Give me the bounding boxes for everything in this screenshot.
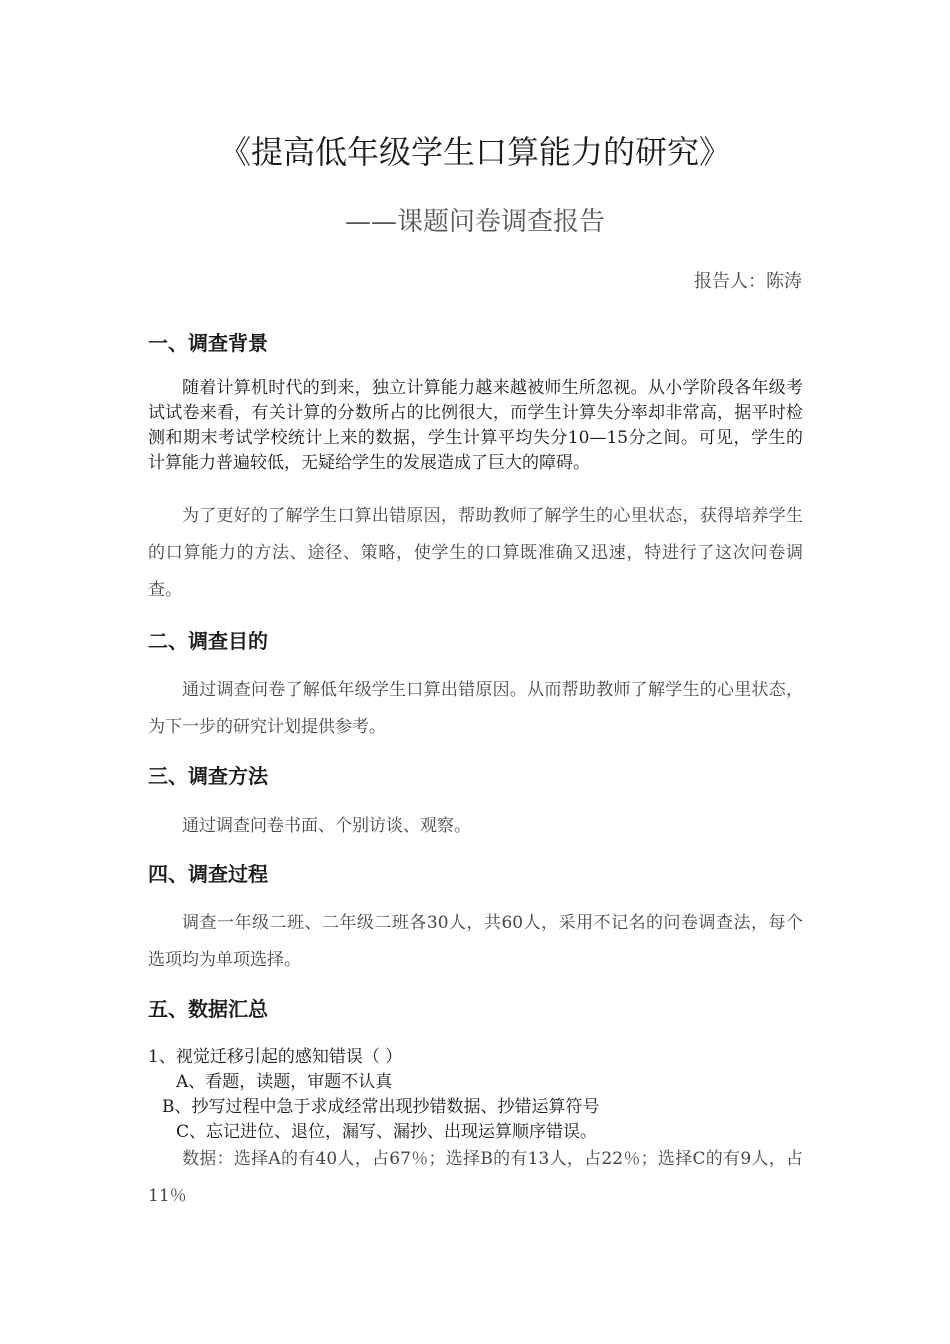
document-subtitle: ——课题问卷调查报告 xyxy=(344,207,605,237)
question-option-a: A、看题，读题，审题不认真 xyxy=(176,1072,393,1092)
question-1-data: 数据：选择A的有40人，占67％；选择B的有13人，占22％；选择C的有9人，占11％ xyxy=(148,1149,803,1206)
section-heading-purpose: 二、调查目的 xyxy=(148,629,268,653)
document-title: 《提高低年级学生口算能力的研究》 xyxy=(218,133,731,171)
paragraph-purpose: 通过调查问卷了解低年级学生口算出错原因。从而帮助教师了解学生的心里状态，为下一步的研究计划提供参考。 xyxy=(148,680,803,737)
survey-question-1: 1、视觉迁移引起的感知错误（ ） xyxy=(148,1047,403,1067)
paragraph-background-1: 随着计算机时代的到来，独立计算能力越来越被师生所忽视。从小学阶段各年级考试试卷来看，有关计算的分数所占的比例很大，而学生计算失分率却非常高，据平时检测和期末考试学校统计上来的数据，学生计算平均失分10—15分之间。可见，学生的计算能力普遍较低，无疑给学生的发展造成了巨大的障碍。 xyxy=(148,378,803,473)
section-heading-process: 四、调查过程 xyxy=(148,862,268,886)
question-option-b: B、抄写过程中急于求成经常出现抄错数据、抄错运算符号 xyxy=(162,1097,600,1117)
reporter-line: 报告人：陈涛 xyxy=(694,271,802,292)
section-heading-method: 三、调查方法 xyxy=(148,764,268,788)
question-option-c: C、忘记进位、退位，漏写、漏抄、出现运算顺序错误。 xyxy=(176,1122,598,1142)
section-heading-data-summary: 五、数据汇总 xyxy=(148,997,268,1021)
paragraph-background-2: 为了更好的了解学生口算出错原因，帮助教师了解学生的心里状态，获得培养学生的口算能力的方法、途径、策略，使学生的口算既准确又迅速，特进行了这次问卷调查。 xyxy=(148,506,803,600)
section-heading-background: 一、调查背景 xyxy=(148,331,268,355)
paragraph-process: 调查一年级二班、二年级二班各30人，共60人，采用不记名的问卷调查法，每个选项均为单项选择。 xyxy=(148,913,803,970)
paragraph-method: 通过调查问卷书面、个别访谈、观察。 xyxy=(182,816,471,836)
